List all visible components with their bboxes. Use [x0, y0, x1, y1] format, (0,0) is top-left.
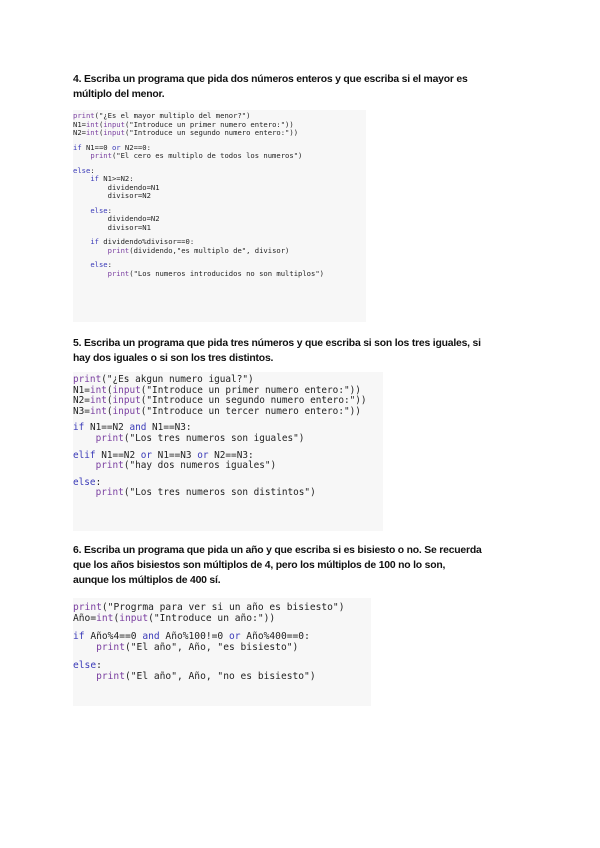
heading-line: aunque los múltiplos de 400 sí. — [73, 575, 221, 586]
code-line: print(dividendo,"es multiplo de", divisor) — [107, 245, 290, 255]
exercise-6-code-block — [73, 598, 371, 706]
code-line: else: — [90, 260, 112, 269]
exercise-5-heading — [73, 336, 533, 366]
heading-line: múltiplo del menor. — [73, 89, 165, 100]
code-line: N1=int(input("Introduce un primer numero entero:")) — [73, 384, 361, 396]
exercise-4-heading — [73, 72, 533, 102]
code-line: if Año%4==0 and Año%100!=0 or Año%400==0: — [73, 630, 310, 642]
exercise-5-code-block — [73, 372, 383, 531]
code-line: Año=int(input("Introduce un año:")) — [73, 613, 276, 625]
code-line: N2=int(input("Introduce un segundo numero entero:")) — [73, 395, 367, 407]
code-line: print("¿Es akgun numero igual?") — [73, 374, 254, 385]
code-line: print("El año", Año, "es bisiesto") — [96, 642, 299, 654]
code-line: else: — [90, 205, 112, 215]
code-line: if N1==0 or N2==0: — [73, 142, 151, 152]
code-line: dividendo=N2 — [73, 214, 160, 223]
heading-line: 5. Escriba un programa que pida tres números y que escriba si son los tres iguales, si — [73, 338, 481, 349]
code-line: N3=int(input("Introduce un tercer numero entero:")) — [73, 405, 361, 417]
code-line: dividendo=N1 — [73, 182, 160, 192]
code-line: if N1==N2 and N1==N3: — [73, 422, 192, 434]
code-line: else: — [73, 476, 102, 488]
heading-line: hay dos iguales o si son los tres distintos. — [73, 353, 274, 364]
code-line: else: — [73, 659, 102, 671]
code-line: print("Progrma para ver si un año es bisiesto") — [73, 602, 345, 613]
code-line: divisor=N1 — [73, 222, 151, 232]
code-line: print("Los numeros introducidos no son multiplos") — [107, 268, 324, 278]
exercise-6-heading — [73, 543, 533, 588]
heading-line: 4. Escriba un programa que pida dos números enteros y que escriba si el mayor es — [73, 74, 468, 85]
code-line: divisor=N2 — [73, 191, 151, 200]
heading-line: que los años bisiestos son múltiplos de 4, pero los múltiplos de 100 no lo son, — [73, 560, 446, 571]
code-line: print("El año", Año, "no es bisiesto") — [96, 671, 316, 683]
code-line: elif N1==N2 or N1==N3 or N2==N3: — [73, 449, 254, 461]
heading-line: 6. Escriba un programa que pida un año y que escriba si es bisiesto o no. Se recuerda — [73, 545, 482, 556]
code-line: print("¿Es el mayor multiplo del menor?") — [73, 111, 251, 120]
code-line: if N1>=N2: — [90, 174, 134, 183]
code-line: print("Los tres numeros son iguales") — [95, 432, 305, 444]
code-line: print("El cero es multiplo de todos los numeros") — [90, 151, 303, 160]
code-line: print("Los tres numeros son distintos") — [95, 487, 316, 499]
code-line: N2=int(input("Introduce un segundo numero entero:")) — [73, 128, 299, 137]
exercise-4-code-block — [73, 110, 366, 322]
code-line: else: — [73, 165, 95, 175]
code-line: N1=int(input("Introduce un primer numero entero:")) — [73, 119, 294, 129]
code-line: print("hay dos numeros iguales") — [95, 460, 277, 472]
code-line: if dividendo%divisor==0: — [90, 237, 195, 246]
